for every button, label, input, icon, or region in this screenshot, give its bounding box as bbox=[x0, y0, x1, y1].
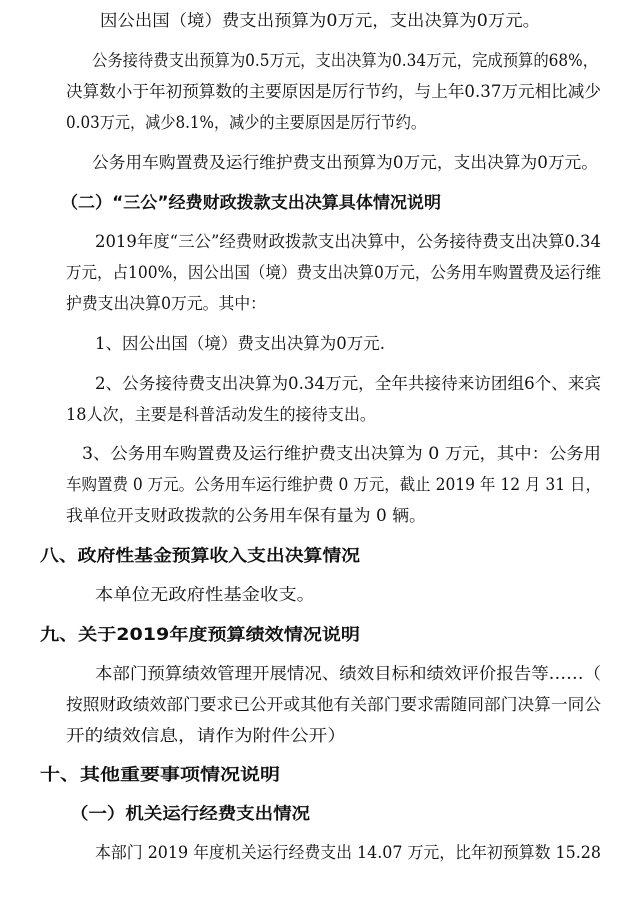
paragraph-line: 护费支出决算0万元。其中： bbox=[66, 294, 266, 313]
list-item: 我单位开支财政拨款的公务用车保有量为 0 辆。 bbox=[66, 506, 426, 525]
paragraph-line: 本单位无政府性基金收支。 bbox=[95, 585, 315, 604]
paragraph-line: 因公出国（境）费支出预算为0万元，支出决算为0万元。 bbox=[100, 11, 541, 30]
sub-heading: （一）机关运行经费支出情况 bbox=[70, 804, 311, 823]
section-heading: （二）“三公”经费财政拨款支出决算具体情况说明 bbox=[61, 193, 441, 212]
section-heading: 十、其他重要事项情况说明 bbox=[40, 765, 280, 784]
paragraph-line: 本部门预算绩效管理开展情况、绩效目标和绩效评价报告等……（ bbox=[95, 664, 602, 683]
list-item: 1、因公出国（境）费支出决算为0万元. bbox=[95, 334, 385, 353]
paragraph-line: 本部门 2019 年度机关运行经费支出 14.07 万元，比年初预算数 15.28 bbox=[95, 843, 601, 862]
paragraph-line: 公务接待费支出预算为0.5万元，支出决算为0.34万元，完成预算的68%， bbox=[92, 51, 599, 70]
section-heading: 八、政府性基金预算收入支出决算情况 bbox=[40, 546, 360, 565]
paragraph-line: 公务用车购置费及运行维护费支出预算为0万元，支出决算为0万元。 bbox=[92, 153, 598, 172]
paragraph-line: 开的绩效信息，请作为附件公开） bbox=[66, 726, 346, 745]
list-item: 18人次，主要是科普活动发生的接待支出。 bbox=[66, 405, 376, 424]
section-heading: 九、关于2019年度预算绩效情况说明 bbox=[40, 625, 361, 644]
paragraph-line: 决算数小于年初预算数的主要原因是厉行节约，与上年0.37万元相比减少 bbox=[66, 82, 601, 101]
list-item: 车购置费 0 万元。公务用车运行维护费 0 万元，截止 2019 年 12 月 31 日， bbox=[66, 475, 602, 494]
paragraph-line: 万元，占100%，因公出国（境）费支出决算0万元，公务用车购置费及运行维 bbox=[66, 263, 602, 282]
list-item: 2、公务接待费支出决算为0.34万元，全年共接待来访团组6个、来宾 bbox=[95, 374, 602, 393]
paragraph-line: 0.03万元，减少8.1%，减少的主要原因是厉行节约。 bbox=[66, 113, 427, 132]
paragraph-line: 2019年度“三公”经费财政拨款支出决算中，公务接待费支出决算0.34 bbox=[95, 232, 601, 251]
list-item: 3、公务用车购置费及运行维护费支出决算为 0 万元，其中：公务用 bbox=[82, 444, 602, 463]
paragraph-line: 按照财政绩效部门要求已公开或其他有关部门要求需随同部门决算一同公 bbox=[66, 695, 602, 714]
